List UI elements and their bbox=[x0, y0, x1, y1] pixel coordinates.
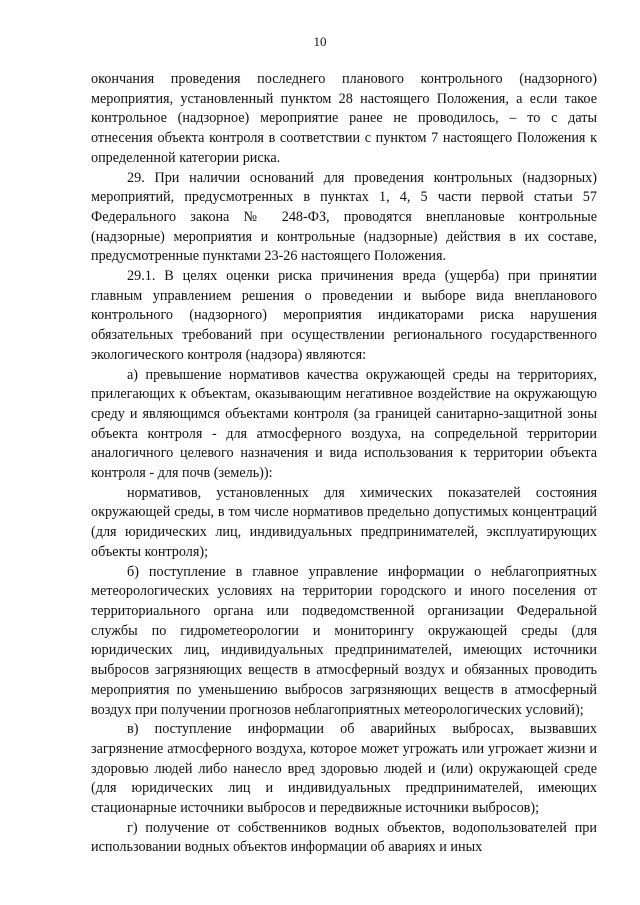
document-body bbox=[91, 70, 597, 858]
paragraph-item-b: б) поступление в главное управление информации о неблагоприятных метеорологических условиях на территории городского и иного поселения от территориального органа или подведомственной организации Федеральной службы по гидрометеорологии и мониторингу окружающей среды (для юридических лиц, индивидуальных предпринимателей, имеющих источники выбросов загрязняющих веществ в атмосферный воздух и обязанных проводить мероприятия по уменьшению выбросов загрязняющих веществ в атмосферный воздух при получении прогнозов неблагоприятных метеорологических условий); bbox=[91, 563, 597, 718]
paragraph-item-v: в) поступление информации об аварийных выбросах, вызвавших загрязнение атмосферного воздуха, которое может угрожать или угрожает жизни и здоровью людей либо нанесло вред здоровью людей и (или) окружающей среде (для юридических лиц и индивидуальных предпринимателей, имеющих стационарные источники выбросов и передвижные источники выбросов); bbox=[91, 721, 597, 817]
paragraph-item-g: г) получение от собственников водных объектов, водопользователей при использовании водных объектов информации об авариях и иных bbox=[91, 819, 597, 856]
paragraph-29: 29. При наличии оснований для проведения контрольных (надзорных) мероприятий, предусмотренных в пунктах 1, 4, 5 части первой статьи 57 Федерального закона № 248-ФЗ, проводятся внеплановые контрольные (надзорные) мероприятия и контрольные (надзорные) действия в их составе, предусмотренные пунктами 23-26 настоящего Положения. bbox=[91, 169, 597, 265]
paragraph-item-a: а) превышение нормативов качества окружающей среды на территориях, прилегающих к объектам, оказывающим негативное воздействие на окружающую среду и являющимся объектами контроля (за границей санитарно-защитной зоны объекта контроля - для атмосферного воздуха, на сопредельной территории аналогичного целевого назначения и вида использования к территории объекта контроля - для почв (земель)): bbox=[91, 366, 597, 482]
page-number: 10 bbox=[313, 34, 327, 49]
paragraph-continuation: окончания проведения последнего планового контрольного (надзорного) мероприятия, установленный пунктом 28 настоящего Положения, а если такое контрольное (надзорное) мероприятие ранее не проводилось, – то с даты отнесения объекта контроля в соответствии с пунктом 7 настоящего Положения к определенной категории риска. bbox=[91, 71, 597, 166]
paragraph-29-1: 29.1. В целях оценки риска причинения вреда (ущерба) при принятии главным управлением решения о проведении и выборе вида внепланового контрольного (надзорного) мероприятия индикаторами риска нарушения обязательных требований при осуществлении регионального государственного экологического контроля (надзора) являются: bbox=[91, 268, 597, 363]
paragraph-item-a-norms: нормативов, установленных для химических показателей состояния окружающей среды, в том числе нормативов предельно допустимых концентраций (для юридических лиц, индивидуальных предпринимателей, эксплуатирующих объекты контроля); bbox=[91, 484, 597, 560]
